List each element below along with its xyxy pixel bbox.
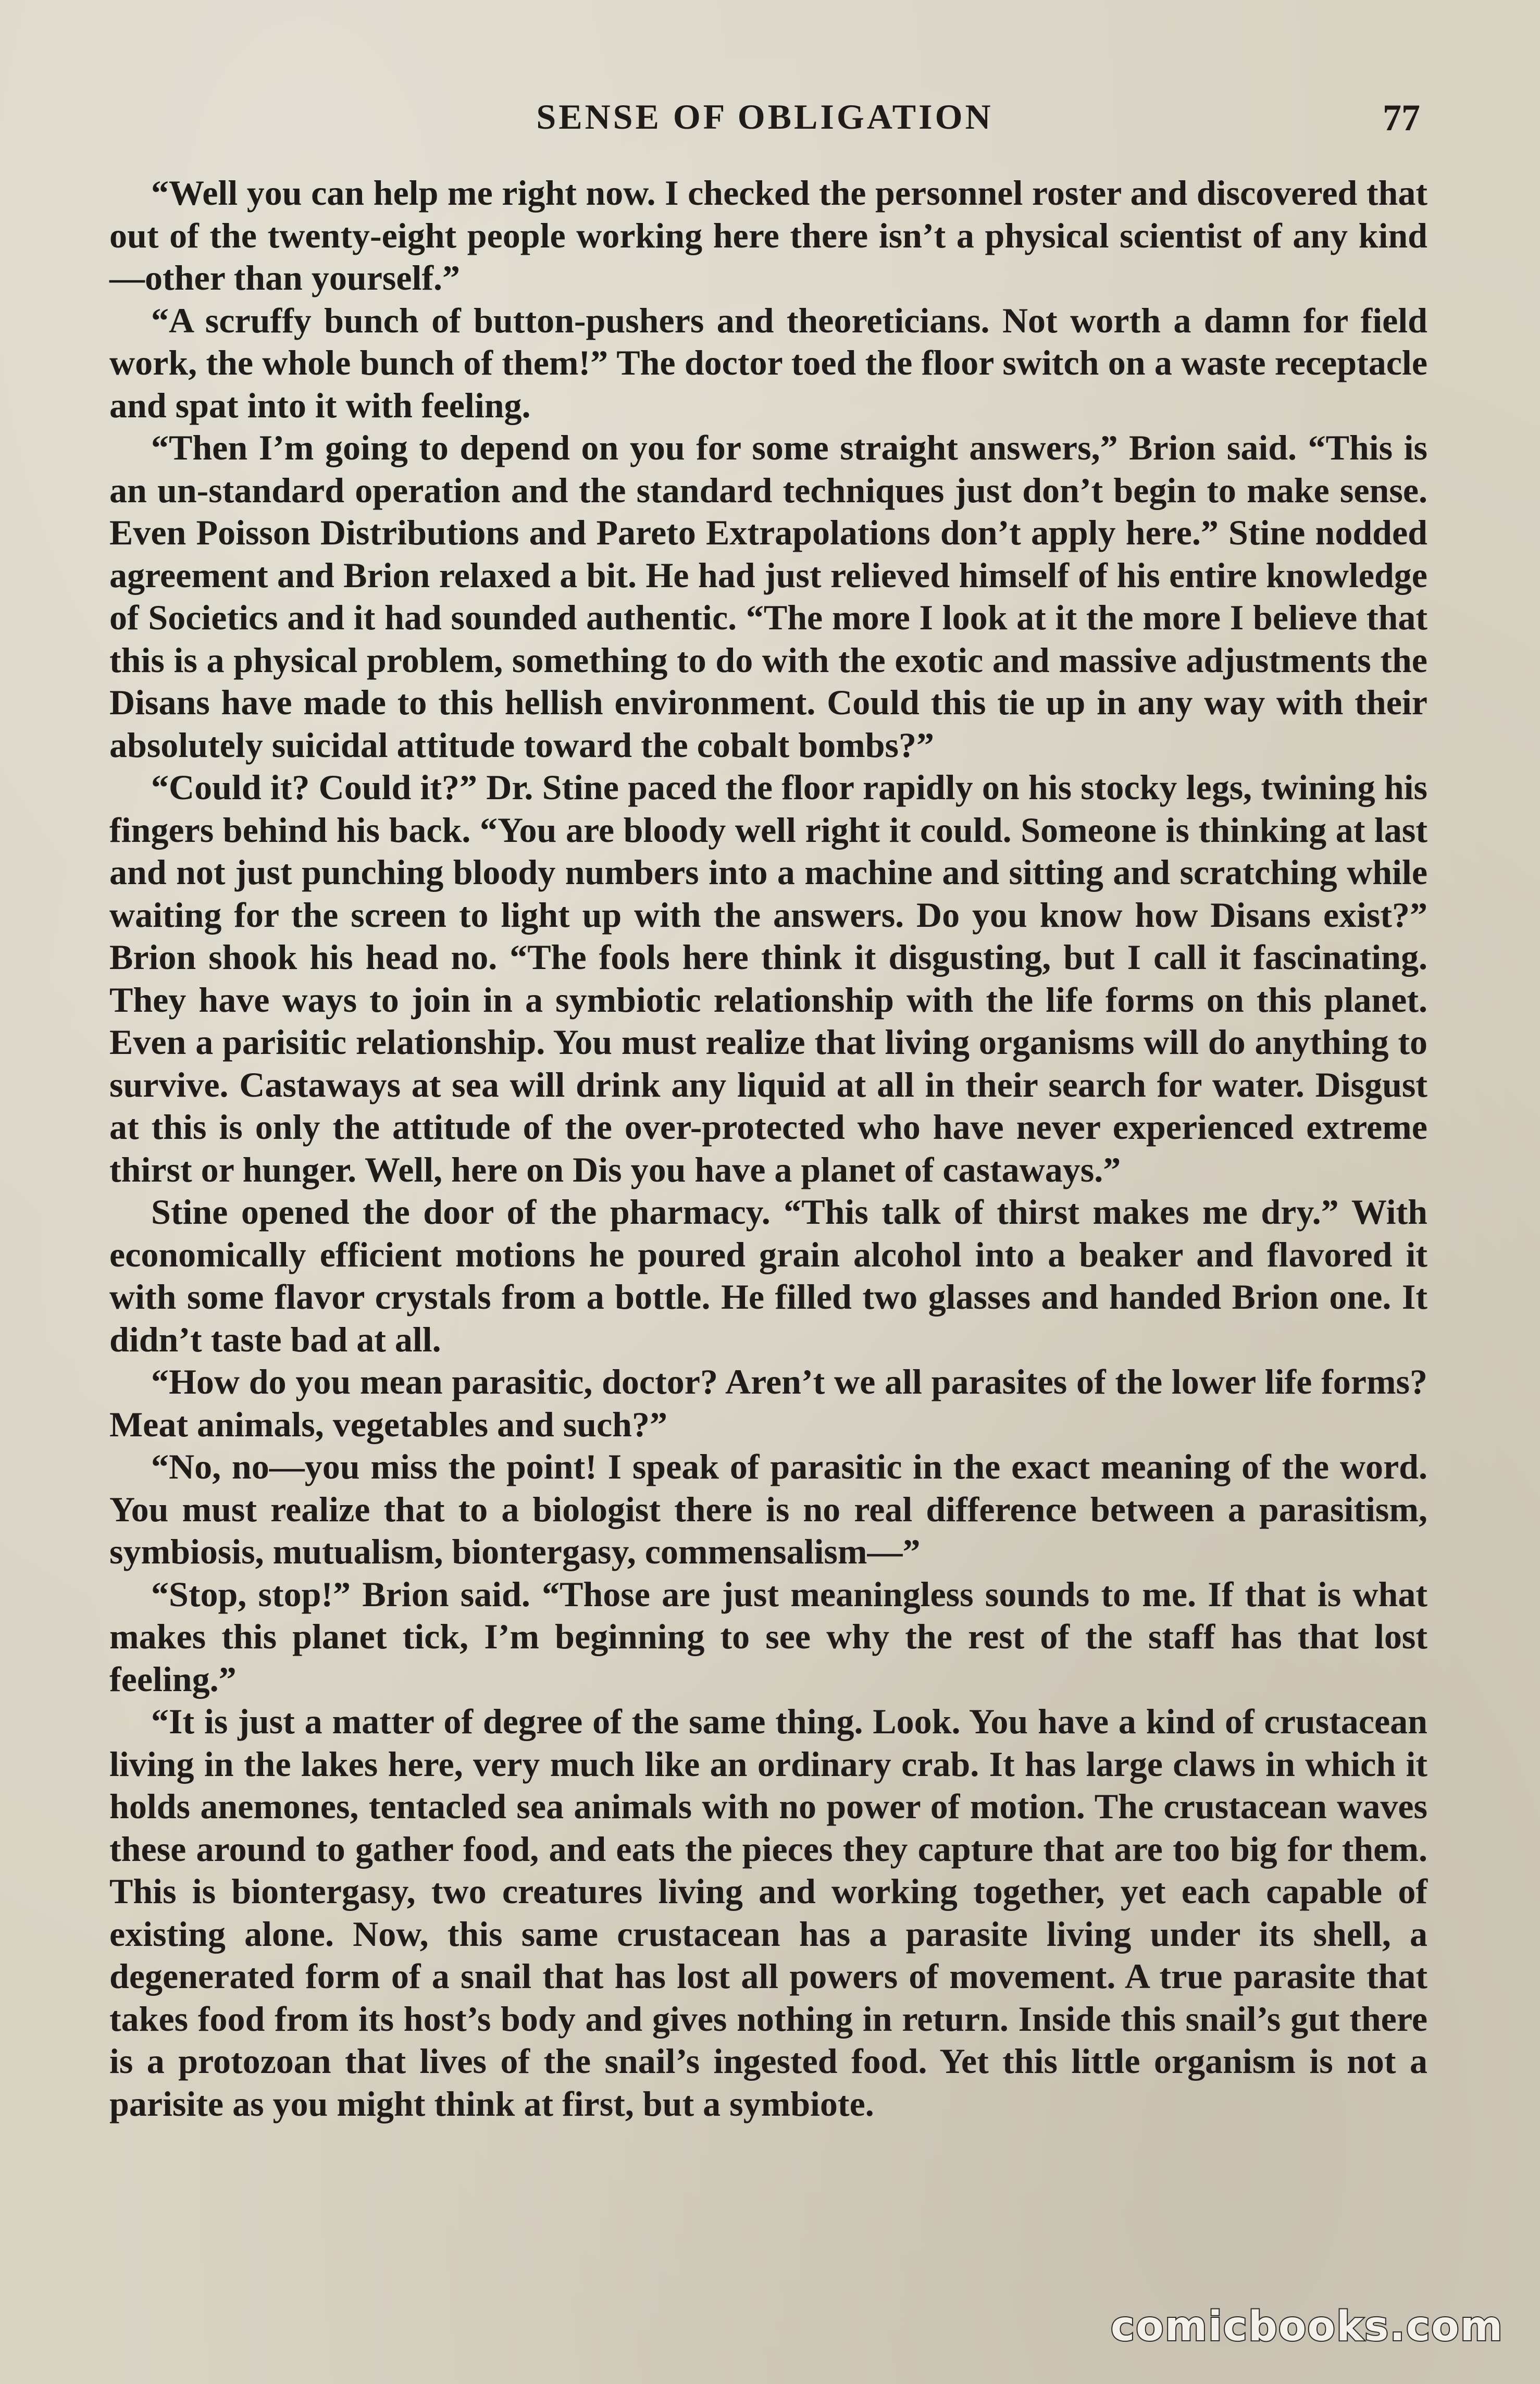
paragraph: “Then I’m going to depend on you for some straight answers,” Brion said. “This is an un-standard operation and the standard techniques just don’t begin to make sense. Even Poisson Distributions and Pareto Extrapolations don’t apply here.” Stine nodded agreement and Brion relaxed a bit. He had just relieved himself of his entire knowledge of Societics and it had sounded authentic. “The more I look at it the more I believe that this is a physical problem, something to do with the exotic and massive adjustments the Disans have made to this hellish environment. Could this tie up in any way with their absolutely suicidal attitude toward the cobalt bombs?” [109, 428, 1427, 765]
body-text [109, 172, 1427, 2125]
paragraph: “Could it? Could it?” Dr. Stine paced the floor rapidly on his stocky legs, twining his fingers behind his back. “You are bloody well right it could. Someone is thinking at last and not just punching bloody numbers into a machine and sitting and scratching while waiting for the screen to light up with the answers. Do you know how Disans exist?” Brion shook his head no. “The fools here think it disgusting, but I call it fascinating. They have ways to join in a symbiotic relationship with the life forms on this planet. Even a parisitic relationship. You must realize that living organisms will do anything to survive. Castaways at sea will drink any liquid at all in their search for water. Disgust at this is only the attitude of the over-protected who have never experienced extreme thirst or hunger. Well, here on Dis you have a planet of castaways.” [109, 767, 1427, 1189]
paragraph: “A scruffy bunch of button-pushers and theoreticians. Not worth a damn for field work, the whole bunch of them!” The doctor toed the floor switch on a waste receptacle and spat into it with feeling. [109, 300, 1427, 425]
running-head [109, 96, 1420, 154]
paragraph: “How do you mean parasitic, doctor? Aren’t we all parasites of the lower life forms? Meat animals, vegetables and such?” [109, 1362, 1427, 1444]
paragraph: “Well you can help me right now. I checked the personnel roster and discovered that out of the twenty-eight people working here there isn’t a physical scientist of any kind—other than yourself.” [109, 173, 1427, 297]
page-number: 77 [1383, 97, 1420, 139]
paragraph: “Stop, stop!” Brion said. “Those are just meaningless sounds to me. If that is what makes this planet tick, I’m beginning to see why the rest of the staff has that lost feeling.” [109, 1574, 1427, 1699]
chapter-title: SENSE OF OBLIGATION [536, 97, 993, 136]
paragraph: “No, no—you miss the point! I speak of parasitic in the exact meaning of the word. You must realize that to a biologist there is no real difference between a parasitism, symbiosis, mutualism, biontergasy, commensalism—” [109, 1447, 1427, 1571]
paragraph: “It is just a matter of degree of the same thing. Look. You have a kind of crustacean living in the lakes here, very much like an ordinary crab. It has large claws in which it holds anemones, tentacled sea animals with no power of motion. The crustacean waves these around to gather food, and eats the pieces they capture that are too big for them. This is biontergasy, two creatures living and working together, yet each capable of existing alone. Now, this same crustacean has a parasite living under its shell, a degenerated form of a snail that has lost all powers of movement. A true parasite that takes food from its host’s body and gives nothing in return. Inside this snail’s gut there is a protozoan that lives of the snail’s ingested food. Yet this little organism is not a parisite as you might think at first, but a symbiote. [109, 1702, 1427, 2124]
watermark: comicbooks.com [1110, 2303, 1504, 2350]
paragraph: Stine opened the door of the pharmacy. “This talk of thirst makes me dry.” With economically efficient motions he poured grain alcohol into a beaker and flavored it with some flavor crystals from a bottle. He filled two glasses and handed Brion one. It didn’t taste bad at all. [109, 1192, 1427, 1359]
